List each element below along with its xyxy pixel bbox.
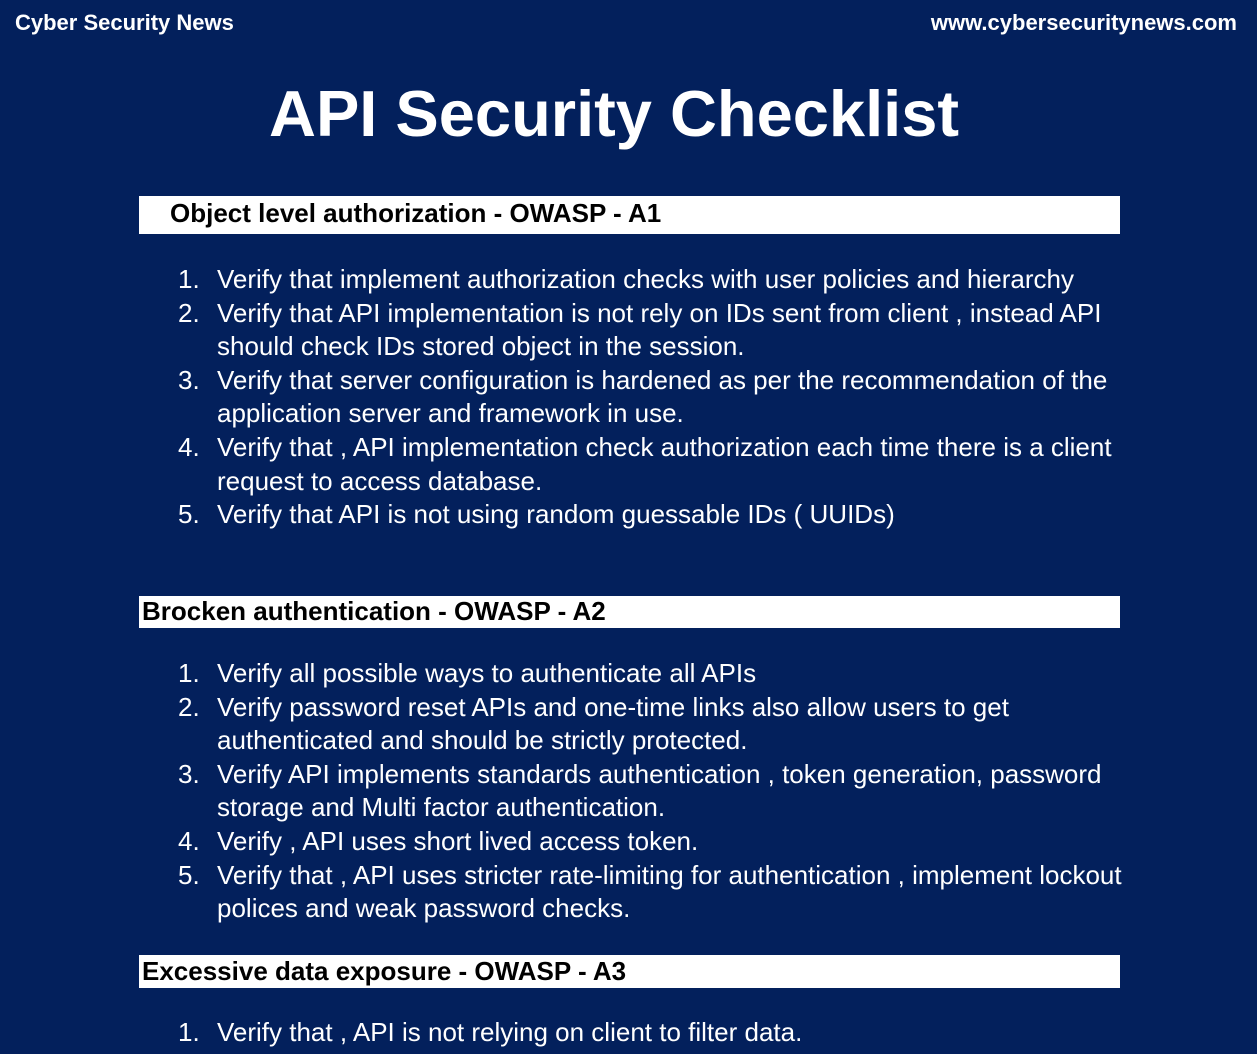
item-number: 2. [178, 297, 200, 328]
item-text: Verify that , API implementation check authorization each time there is a client request to access database. [217, 431, 1112, 496]
item-text: Verify that , API is not relying on client to filter data. [217, 1017, 803, 1047]
item-text: Verify all possible ways to authenticate all APIs [217, 658, 757, 688]
list-item [0, 297, 1140, 364]
section-heading-a1: Object level authorization - OWASP - A1 [139, 196, 1120, 234]
item-number: 5. [178, 859, 200, 890]
item-text: Verify API implements standards authentication , token generation, password storage and Multi factor authentication. [217, 758, 1102, 823]
page-title: API Security Checklist [269, 77, 959, 150]
item-number: 1. [178, 1017, 200, 1047]
list-item [0, 859, 1140, 926]
list-item [0, 825, 1140, 859]
item-number: 2. [178, 691, 200, 722]
list-item [0, 1016, 1140, 1050]
list-item [0, 364, 1140, 431]
list-item [0, 758, 1140, 825]
brand-name: Cyber Security News [15, 10, 234, 35]
item-text: Verify that API is not using random guessable IDs ( UUIDs) [217, 499, 895, 530]
item-text: Verify , API uses short lived access token. [217, 825, 699, 856]
site-url: www.cybersecuritynews.com [930, 10, 1237, 35]
list-item [0, 498, 1140, 532]
item-number: 5. [178, 499, 200, 530]
item-text: Verify that implement authorization checks with user policies and hierarchy [217, 264, 1074, 294]
item-number: 1. [178, 658, 200, 688]
item-number: 3. [178, 758, 200, 789]
checklist-a1 [0, 263, 1140, 532]
top-bar [15, 10, 1237, 38]
item-text: Verify that API implementation is not rely on IDs sent from client , instead API should check IDs stored object in the session. [217, 297, 1102, 362]
item-text: Verify that server configuration is hardened as per the recommendation of the application server and framework in use. [217, 364, 1108, 429]
section-heading-a2: Brocken authentication - OWASP - A2 [139, 596, 1120, 628]
item-number: 4. [178, 825, 200, 856]
list-item [0, 657, 1140, 691]
item-number: 3. [178, 364, 200, 395]
list-item [0, 691, 1140, 758]
section-heading-a3: Excessive data exposure - OWASP - A3 [139, 955, 1120, 988]
list-item [0, 431, 1140, 498]
checklist-a3 [0, 1016, 1140, 1050]
item-text: Verify that , API uses stricter rate-limiting for authentication , implement lockout polices and weak password checks. [217, 859, 1122, 924]
item-number: 1. [178, 264, 200, 294]
checklist-a2 [0, 657, 1140, 926]
item-number: 4. [178, 431, 200, 462]
list-item [0, 263, 1140, 297]
item-text: Verify password reset APIs and one-time links also allow users to get authenticated and should be strictly protected. [217, 691, 1009, 756]
